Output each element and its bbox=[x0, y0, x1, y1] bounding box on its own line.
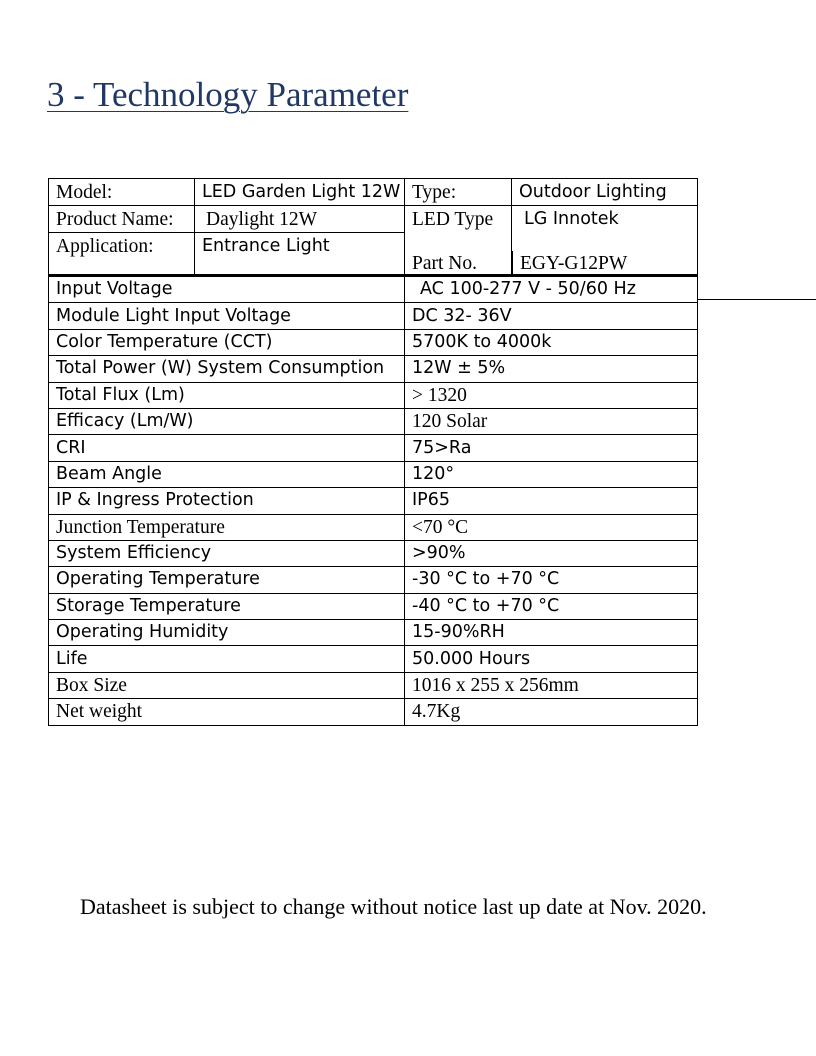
spec-value: 12W ± 5% bbox=[405, 356, 698, 382]
part-no-value: EGY-G12PW bbox=[512, 251, 698, 276]
spec-value: > 1320 bbox=[405, 382, 698, 408]
table-row bbox=[49, 382, 698, 408]
led-type-value: LG Innotek bbox=[512, 206, 698, 276]
spec-label: Junction Temperature bbox=[49, 514, 405, 540]
spec-value: 120° bbox=[405, 461, 698, 487]
spec-value: 15-90%RH bbox=[405, 620, 698, 646]
spec-table bbox=[48, 276, 698, 726]
spec-value: AC 100-277 V - 50/60 Hz bbox=[405, 277, 698, 303]
spec-value: <70 °C bbox=[405, 514, 698, 540]
table-row bbox=[49, 593, 698, 619]
spec-label: Total Flux (Lm) bbox=[49, 382, 405, 408]
model-value: LED Garden Light 12W bbox=[195, 179, 405, 206]
spec-label: Total Power (W) System Consumption bbox=[49, 356, 405, 382]
spec-label: IP & Ingress Protection bbox=[49, 488, 405, 514]
table-row bbox=[49, 514, 698, 540]
product-name-label: Product Name: bbox=[49, 206, 195, 233]
page-title: 3 - Technology Parameter bbox=[47, 75, 409, 114]
spec-label: Efficacy (Lm/W) bbox=[49, 408, 405, 434]
application-value: Entrance Light bbox=[195, 233, 405, 276]
table-row bbox=[49, 620, 698, 646]
table-row bbox=[49, 435, 698, 461]
stray-line bbox=[697, 299, 816, 300]
spec-label: Operating Temperature bbox=[49, 567, 405, 593]
table-row bbox=[49, 567, 698, 593]
table-row bbox=[49, 488, 698, 514]
table-row bbox=[49, 329, 698, 355]
table-row bbox=[49, 672, 698, 698]
led-type-label: LED Type bbox=[405, 206, 512, 276]
type-label: Type: bbox=[405, 179, 512, 206]
table-row bbox=[49, 646, 698, 672]
footer-note: Datasheet is subject to change without notice last up date at Nov. 2020. bbox=[80, 894, 707, 919]
spec-value: IP65 bbox=[405, 488, 698, 514]
spec-label: Operating Humidity bbox=[49, 620, 405, 646]
spec-value: 5700K to 4000k bbox=[405, 329, 698, 355]
spec-label: Input Voltage bbox=[49, 277, 405, 303]
spec-value: 75>Ra bbox=[405, 435, 698, 461]
table-row bbox=[49, 540, 698, 566]
spec-label: CRI bbox=[49, 435, 405, 461]
spec-label: Color Temperature (CCT) bbox=[49, 329, 405, 355]
table-row bbox=[49, 277, 698, 303]
spec-value: >90% bbox=[405, 540, 698, 566]
table-row bbox=[49, 699, 698, 725]
spec-label: Box Size bbox=[49, 672, 405, 698]
part-no-label: Part No. bbox=[405, 251, 512, 276]
spec-label: Beam Angle bbox=[49, 461, 405, 487]
model-label: Model: bbox=[49, 179, 195, 206]
spec-value: DC 32- 36V bbox=[405, 303, 698, 329]
spec-value: 120 Solar bbox=[405, 408, 698, 434]
spec-label: System Efficiency bbox=[49, 540, 405, 566]
spec-value: -30 °C to +70 °C bbox=[405, 567, 698, 593]
product-name-value: Daylight 12W bbox=[195, 206, 405, 233]
spec-value: 4.7Kg bbox=[405, 699, 698, 725]
spec-value: 1016 x 255 x 256mm bbox=[405, 672, 698, 698]
table-row bbox=[49, 303, 698, 329]
table-row bbox=[49, 408, 698, 434]
spec-label: Module Light Input Voltage bbox=[49, 303, 405, 329]
spec-label: Storage Temperature bbox=[49, 593, 405, 619]
spec-label: Life bbox=[49, 646, 405, 672]
type-value: Outdoor Lighting bbox=[512, 179, 698, 206]
product-header-table bbox=[48, 178, 698, 276]
spec-value: -40 °C to +70 °C bbox=[405, 593, 698, 619]
table-row bbox=[49, 356, 698, 382]
spec-label: Net weight bbox=[49, 699, 405, 725]
application-label: Application: bbox=[49, 233, 195, 276]
spec-value: 50.000 Hours bbox=[405, 646, 698, 672]
table-row bbox=[49, 461, 698, 487]
